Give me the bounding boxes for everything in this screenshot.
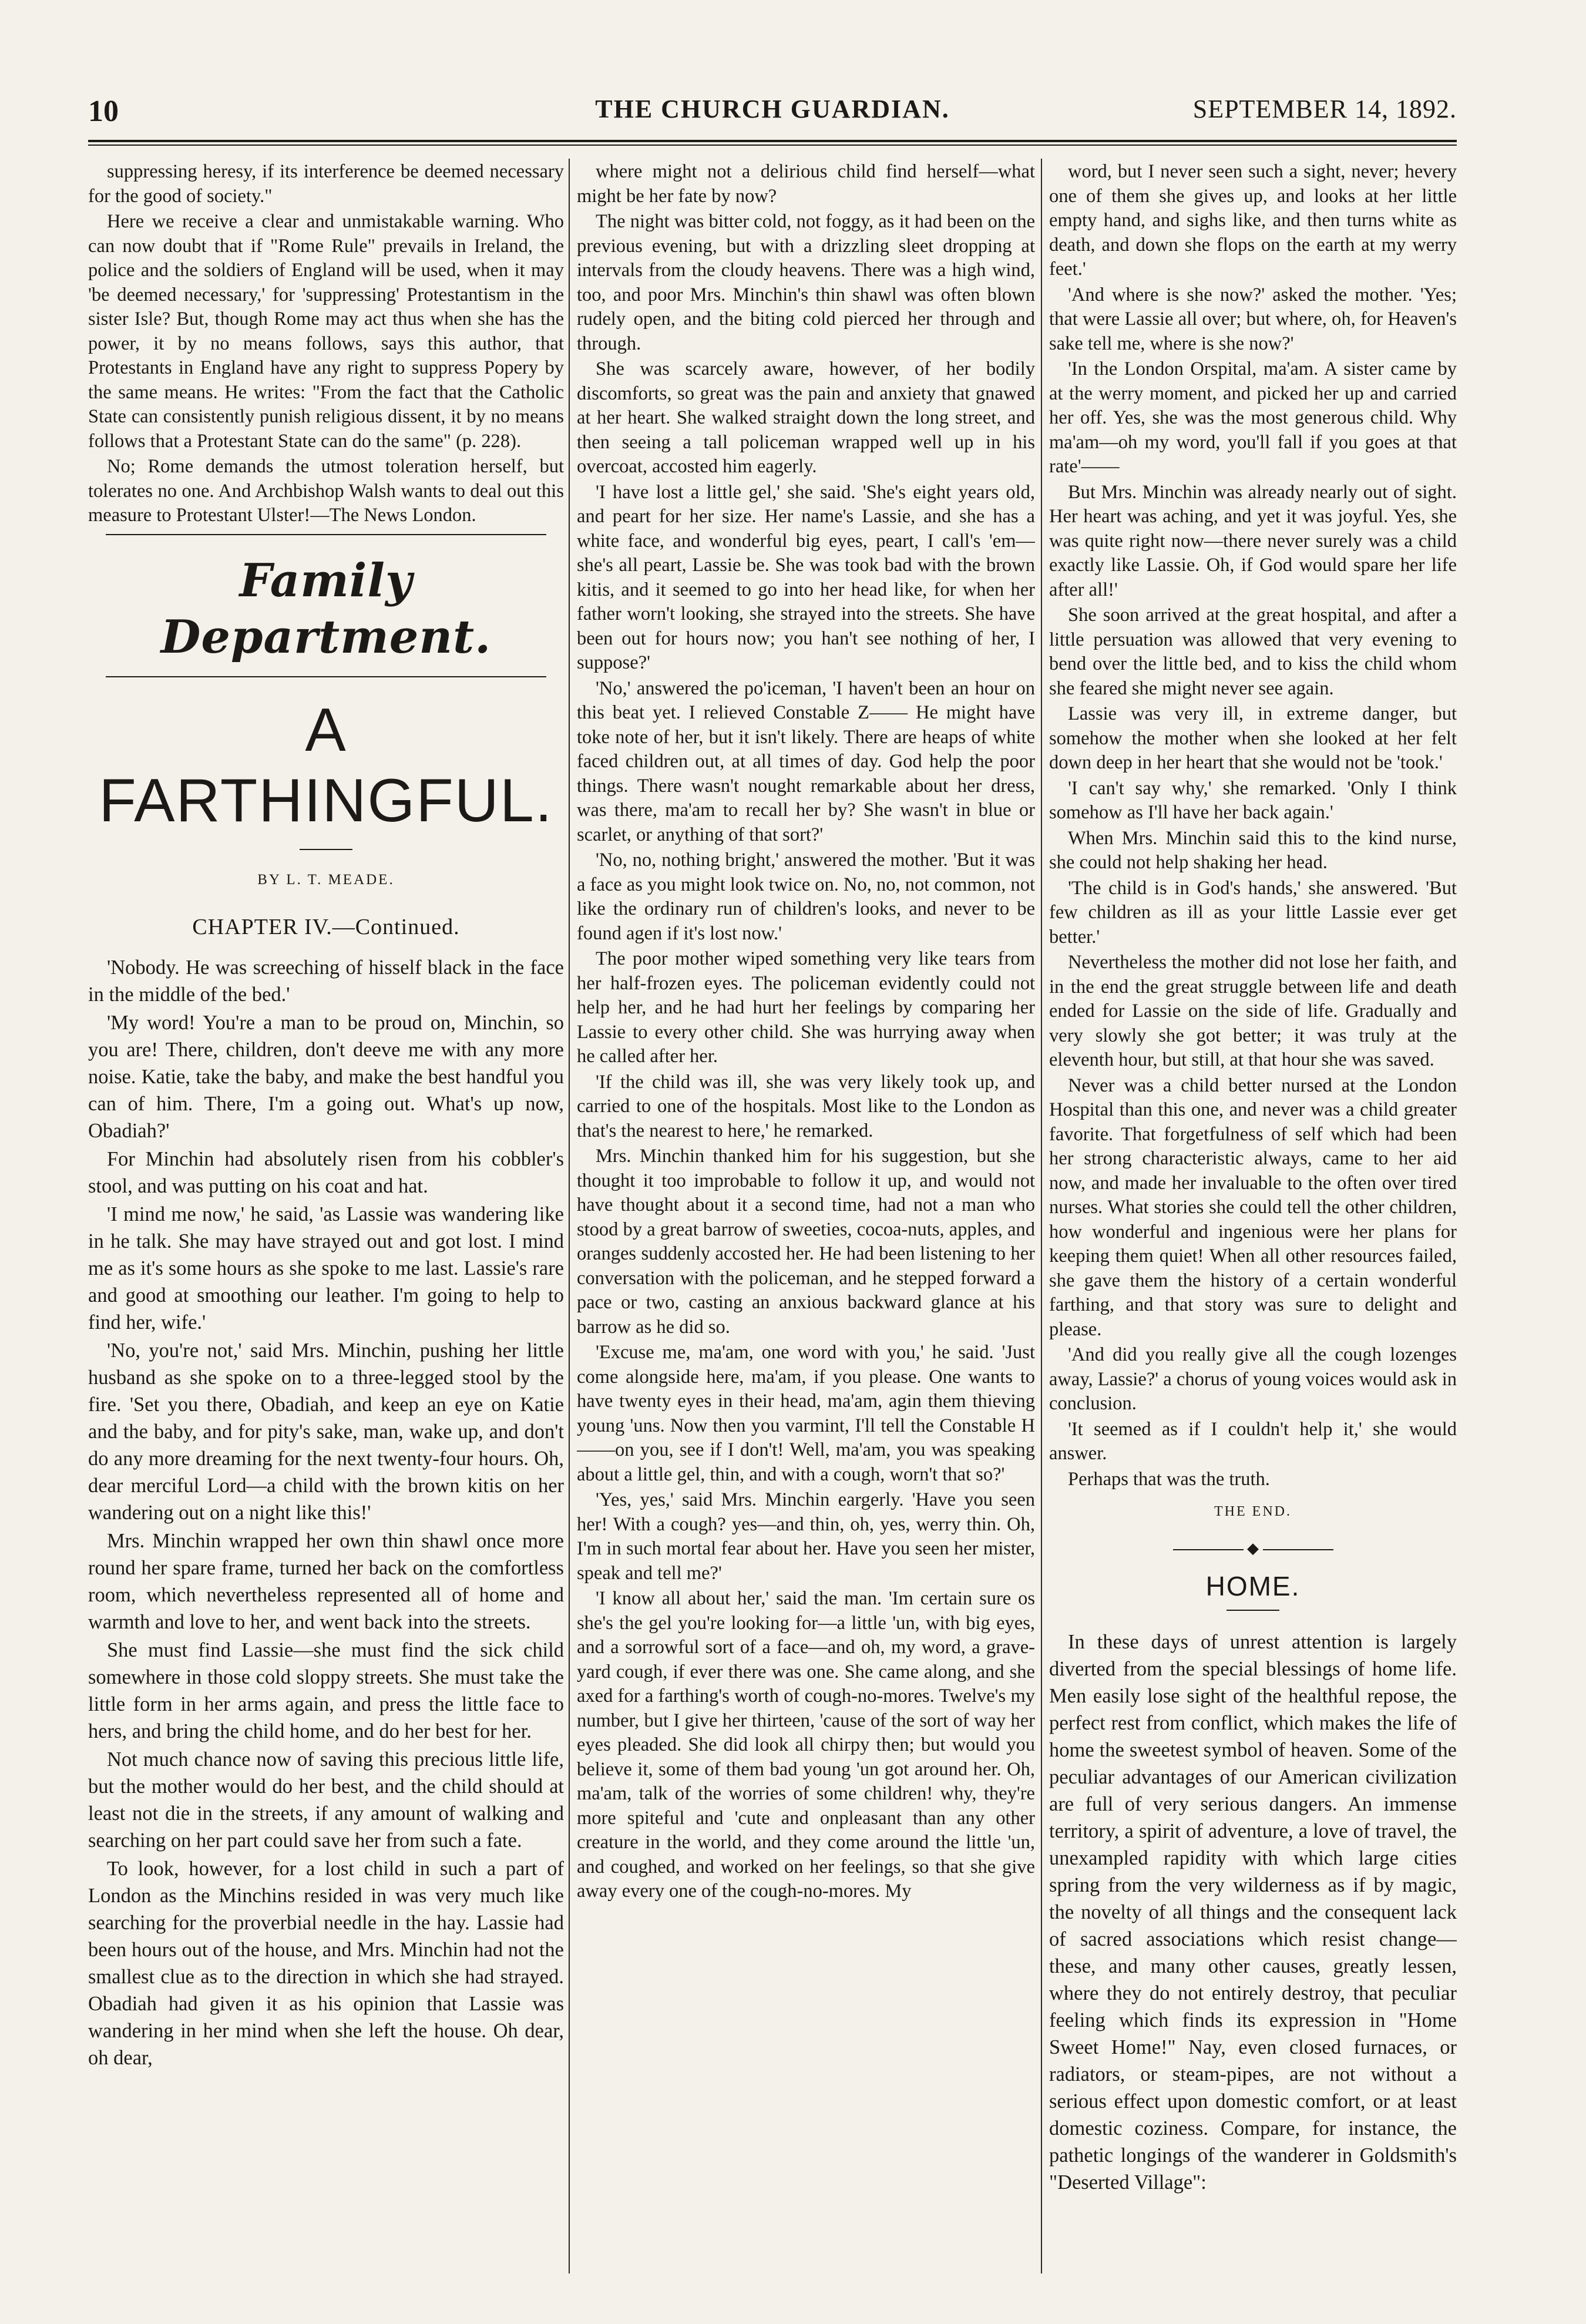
paragraph: 'Yes, yes,' said Mrs. Minchin eargerly. 'Have you seen her! With a cough? yes—and thin, oh, yes, werry thin. Oh, I'm in such mortal fear about her. Have you seen her mister, speak and tell me?' (577, 1489, 1035, 1584)
paragraph: 'No,' answered the po'iceman, 'I haven't been an hour on this beat yet. I relieved Constable Z—— He might have toke note of her, but it isn't likely. There are heaps of white faced children out, at all times of day. God help the poor things. There wasn't nought remarkable about her dress, was there, ma'am to recall her by? She wasn't in blue or scarlet, or anything of that sort?' (577, 677, 1035, 845)
ornament-divider: ◆ (1049, 1536, 1457, 1561)
paragraph: Nevertheless the mother did not lose her faith, and in the end the great struggle between life and death ended for Lassie on the side of life. Gradually and very slowly she got better; it was truly at the eleventh hour, but still, at that hour she was saved. (1049, 952, 1457, 1070)
paragraph: where might not a delirious child find herself—what might be her fate by now? (577, 161, 1035, 207)
paragraph: Not much chance now of saving this precious little life, but the mother would do her best, and the child should at least not die in the streets, if any amount of walking and searching on her part could save her from such a fate. (88, 1748, 564, 1852)
paragraph: She must find Lassie—she must find the sick child somewhere in those cold sloppy streets. She must take the little form in her arms again, and press the little face to hers, and bring the child home, and do her best for her. (88, 1638, 564, 1742)
column-2 (577, 160, 1035, 2269)
the-end-label: THE END. (1214, 1504, 1292, 1519)
paragraph: Never was a child better nursed at the London Hospital than this one, and never was a child greater favorite. That forgetfulness of self which had been her strong characteristic always, came to her aid now, and made her invaluable to the often over tired nurses. What stories she could tell the other children, how wonderful and ingenious were her plans for keeping them quiet! When all other resources failed, she gave them the history of a certain wonderful farthing, and that story was sure to delight and please. (1049, 1074, 1457, 1340)
paragraph: suppressing heresy, if its interference be deemed necessary for the good of society." (88, 161, 564, 207)
paragraph: 'I can't say why,' she remarked. 'Only I think somehow as I'll have her back again.' (1049, 777, 1457, 823)
column-3 (1049, 160, 1457, 2269)
paragraph: Mrs. Minchin wrapped her own thin shawl once more round her spare frame, turned her back on the comfortless room, which nevertheless represented all of home and warmth and love to her, and went back into the streets. (88, 1529, 564, 1633)
section-rule (106, 534, 546, 535)
paragraph: word, but I never seen such a sight, never; hevery one of them she gives up, and looks at her little empty hand, and sighs like, and then turns white as death, and down she flops on the earth at my werry feet.' (1049, 161, 1457, 280)
paragraph: Lassie was very ill, in extreme danger, but somehow the mother when she looked at her felt down deep in her heart that she would not be 'took.' (1049, 703, 1457, 773)
paragraph: Mrs. Minchin thanked him for his suggestion, but she thought it too improbable to follow it up, and would not have thought about it a second time, had not a man who stood by a great barrow of sweeties, cocoa-nuts, apples, and oranges suddenly accosted her. He had been listening to her conversation with the policeman, and he stepped forward a pace or two, casting an anxious backward glance at his barrow as he did so. (577, 1146, 1035, 1338)
header-rule (88, 140, 1457, 142)
story-body (1049, 160, 1457, 1492)
story-body (577, 160, 1035, 1904)
paragraph: The poor mother wiped something very like tears from her half-frozen eyes. The policeman evidently could not help her, and he had hurt her feelings by comparing her Lassie to every other child. She was hurrying away when he called after her. (577, 948, 1035, 1067)
byline: BY L. T. MEADE. (257, 871, 395, 888)
home-article-title: HOME. (1205, 1571, 1301, 1601)
story-title: A FARTHINGFUL. (99, 696, 553, 835)
home-article-body (1049, 1628, 1457, 2196)
paragraph: Perhaps that was the truth. (1068, 1468, 1270, 1490)
paragraph: 'No, you're not,' said Mrs. Minchin, pushing her little husband as she spoke on to a three-legged stool by the fire. 'Set you there, Obadiah, and keep an eye on Katie and the baby, and for pity's sake, man, wake up, and don't do any more dreaming for the next twenty-four hours. Oh, dear merciful Lord—a child with the brown kitis on her wandering out on a night like this!' (88, 1339, 564, 1524)
paragraph: 'In the London Orspital, ma'am. A sister came by at the werry moment, and picked her up and carried her off. Yes, she was the most generous child. Why ma'am—oh my word, you'll fall if you goes at that rate'—— (1049, 358, 1457, 477)
paragraph: 'And did you really give all the cough lozenges away, Lassie?' a chorus of young voices would ask in conclusion. (1049, 1344, 1457, 1414)
paragraph: No; Rome demands the utmost toleration herself, but tolerates no one. And Archbishop Walsh wants to deal out this measure to Protestant Ulster!—The News London. (88, 456, 564, 526)
paragraph: 'Nobody. He was screeching of hisself black in the face in the middle of the bed.' (88, 956, 564, 1006)
paragraph: In these days of unrest attention is largely diverted from the special blessings of home life. Men easily lose sight of the healthful repose, the perfect rest from conflict, which makes the life of home the sweetest symbol of heaven. Some of the peculiar advantages of our American civilization are full of very serious dangers. An immense territory, a spirit of adventure, a love of travel, the unexampled rapidity with which large cities spring from the very wilderness as if by magic, the novelty of all things and the consequent lack of sacred associations which resist change—these, and many other causes, greatly lessen, where they do not entirely destroy, that peculiar feeling which finds its expression in "Home Sweet Home!" Nay, even closed furnaces, or radiators, or steam-pipes, are not without a serious effect upon domestic comfort, or at least domestic coziness. Compare, for instance, the pathetic longings of the wanderer in Goldsmith's "Deserted Village": (1049, 1630, 1457, 2194)
article-continuation (88, 160, 564, 528)
paragraph: 'The child is in God's hands,' she answered. 'But few children as ill as your little Lassie ever get better.' (1049, 877, 1457, 948)
paragraph: 'It seemed as if I couldn't help it,' she would answer. (1049, 1418, 1457, 1464)
story-body (88, 954, 564, 2071)
paragraph: But Mrs. Minchin was already nearly out of sight. Her heart was aching, and yet it was joyful. Yes, she was quite right now—there never surely was a child exactly like Lassie. Oh, if God would spare her life after all!' (1049, 481, 1457, 600)
paragraph: 'Excuse me, ma'am, one word with you,' he said. 'Just come alongside here, ma'am, if you please. One wants to have twenty eyes in their head, ma'am, agin them thieving young 'uns. Now then you varmint, I'll tell the Constable H——on you, see if I don't! Well, ma'am, you was speaking about a little gel, thin, and with a cough, worn't that so?' (577, 1342, 1035, 1485)
column-1 (88, 160, 564, 2269)
paragraph: For Minchin had absolutely risen from his cobbler's stool, and was putting on his coat and hat. (88, 1147, 564, 1197)
paragraph: She was scarcely aware, however, of her bodily discomforts, so great was the pain and anxiety that gnawed at her heart. She walked straight down the long street, and then seeing a tall policeman wrapped well up in his overcoat, accosted him eagerly. (577, 358, 1035, 477)
paragraph: 'And where is she now?' asked the mother. 'Yes; that were Lassie all over; but where, oh, for Heaven's sake tell me, where is she now?' (1049, 284, 1457, 354)
chapter-heading: CHAPTER IV.—Continued. (192, 915, 460, 939)
short-rule (300, 849, 352, 850)
paragraph: The night was bitter cold, not foggy, as it had been on the previous evening, but with a drizzling sleet dropping at intervals from the cloudy heavens. There was a high wind, too, and poor Mrs. Minchin's thin shawl was often blown rudely open, and the biting cold pierced her through and through. (577, 211, 1035, 354)
short-rule (1227, 1610, 1279, 1611)
newspaper-name: THE CHURCH GUARDIAN. (595, 95, 950, 123)
paragraph: 'I know all about her,' said the man. 'Im certain sure os she's the gel you're looking for—a little 'un, with big eyes, and a sorrowful sort of a face—and oh, my word, a grave-yard cough, if ever there was one. She came along, and she axed for a farthing's worth of cough-no-mores. Twelve's my number, but I give her thirteen, 'cause of the sort of way her eyes pleaded. She did look all chirpy then; but would you believe it, some of them bad young 'un got around her. Oh, ma'am, talk of the worries of some children! why, they're more spiteful and 'cute and onpleasant than any other creature in the world, and they come around the little 'un, and coughed, and worked on her feelings, so that she give away every one of the cough-no-mores. My (577, 1588, 1035, 1902)
page-number: 10 (88, 95, 119, 128)
department-heading: Family Department. (160, 553, 492, 664)
paragraph: 'If the child was ill, she was very likely took up, and carried to one of the hospitals. Most like to the London as that's the nearest to here,' he remarked. (577, 1071, 1035, 1141)
column-divider (569, 159, 570, 2273)
section-rule (106, 676, 546, 677)
header-rule-thin (88, 145, 1457, 146)
paragraph: 'I mind me now,' he said, 'as Lassie was wandering like in he talk. She may have strayed out and got lost. I mind me as it's some hours as she spoke to me last. Lassie's rare and good at smoothing our leather. I'm going to help to find her, wife.' (88, 1203, 564, 1334)
paragraph: She soon arrived at the great hospital, and after a little persuation was allowed that very evening to bend over the little bed, and to kiss the child whom she feared she might never see again. (1049, 604, 1457, 699)
paragraph: 'No, no, nothing bright,' answered the mother. 'But it was a face as you might look twice on. No, no, not common, not like the ordinary run of children's looks, and never to be found agen if it's lost now.' (577, 849, 1035, 944)
column-divider (1041, 159, 1042, 2273)
paragraph: 'I have lost a little gel,' she said. 'She's eight years old, and peart for her size. Her name's Lassie, and she has a white face, and wonderful big eyes, peart, I call's 'em—she's all peart, Lassie be. She was took bad with the brown kitis, and it seemed to go into her head like, for when her father worn't looking, she strayed into the streets. She have been out for hours now; you han't see nothing of her, I suppose?' (577, 481, 1035, 673)
page-header (88, 88, 1457, 135)
paragraph: When Mrs. Minchin said this to the kind nurse, she could not help shaking her head. (1049, 827, 1457, 873)
paragraph: To look, however, for a lost child in such a part of London as the Minchins resided in was very much like searching for the proverbial needle in the hay. Lassie had been hours out of the house, and Mrs. Minchin had not the smallest clue as to the direction in which she had strayed. Obadiah had given it as his opinion that Lassie was wandering in her mind when she left the house. Oh dear, oh dear, (88, 1857, 564, 2069)
issue-date: SEPTEMBER 14, 1892. (1192, 95, 1457, 123)
paragraph: Here we receive a clear and unmistakable warning. Who can now doubt that if "Rome Rule" prevails in Ireland, the police and the soldiers of England will be used, when it may 'be deemed necessary,' for 'suppressing' Protestantism in the sister Isle? But, though Rome may act thus when she has the power, it by no means follows, says this author, that Protestants in England have any right to suppress Popery by the same means. He writes: "From the fact that the Catholic State can consistently punish religious dissent, it by no means follows that a Protestant State can do the same" (p. 228). (88, 211, 564, 452)
paragraph: 'My word! You're a man to be proud on, Minchin, so you are! There, children, don't deeve me with any more noise. Katie, take the baby, and make the best handful you can of him. There, I'm a going out. What's up now, Obadiah?' (88, 1011, 564, 1142)
